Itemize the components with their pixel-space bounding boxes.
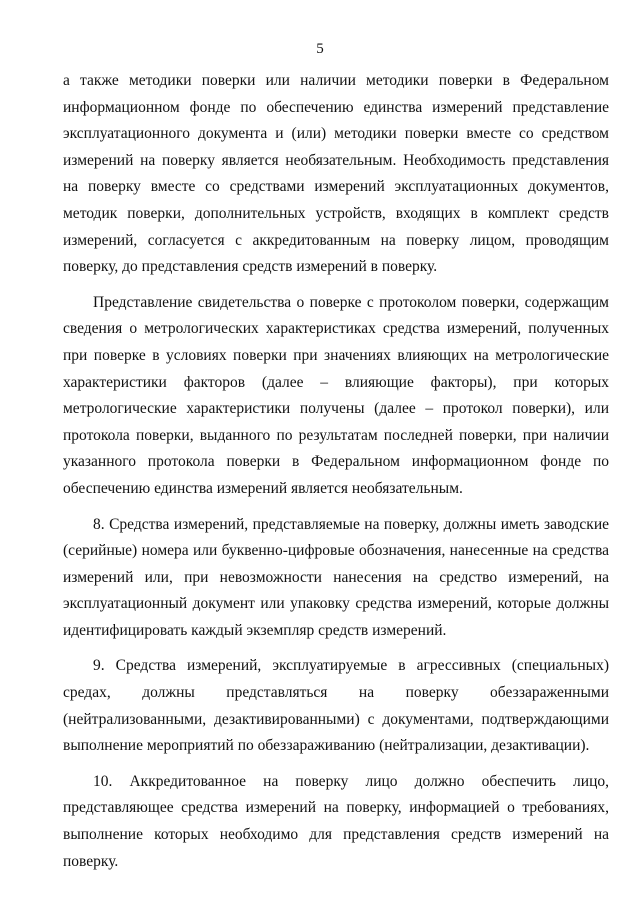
document-body <box>63 68 609 884</box>
paragraph-protocol: Представление свидетельства о поверке с протоколом поверки, содержащим сведения о метрологических характеристиках средства измерений, полученных при поверке в условиях поверки при значениях влияющих на метрологические характеристики факторов (далее – влияющие факторы), при которых метрологические характеристики получены (далее – протокол поверки), или протокола поверки, выданного по результатам последней поверки, при наличии указанного протокола поверки в Федеральном информационном фонде по обеспечению единства измерений является необязательным. <box>63 293 609 497</box>
paragraph-item-9: 9. Средства измерений, эксплуатируемые в агрессивных (специальных) средах, должны представляться на поверку обеззараженными (нейтрализованными, дезактивированными) с документами, подтверждающими выполнение мероприятий по обеззараживанию (нейтрализации, дезактивации). <box>63 657 609 755</box>
paragraph-item-8: 8. Средства измерений, представляемые на поверку, должны иметь заводские (серийные) номера или буквенно-цифровые обозначения, нанесенные на средства измерений или, при невозможности нанесения на средство измерений, на эксплуатационный документ или упаковку средства измерений, которые должны идентифицировать каждый экземпляр средств измерений. <box>63 515 609 639</box>
paragraph-item-10: 10. Аккредитованное на поверку лицо должно обеспечить лицо, представляющее средства измерений на поверку, информацией о требованиях, выполнение которых необходимо для представления средств измерений на поверку. <box>63 772 609 870</box>
page-number: 5 <box>316 41 324 57</box>
paragraph-continuation: а также методики поверки или наличии методики поверки в Федеральном информационном фонде по обеспечению единства измерений представление эксплуатационного документа и (или) методики поверки вместе со средством измерений на поверку является необязательным. Необходимость представления на поверку вместе со средствами измерений эксплуатационных документов, методик поверки, дополнительных устройств, входящих в комплект средств измерений, согласуется с аккредитованным на поверку лицом, проводящим поверку, до представления средств измерений в поверку. <box>63 72 609 276</box>
